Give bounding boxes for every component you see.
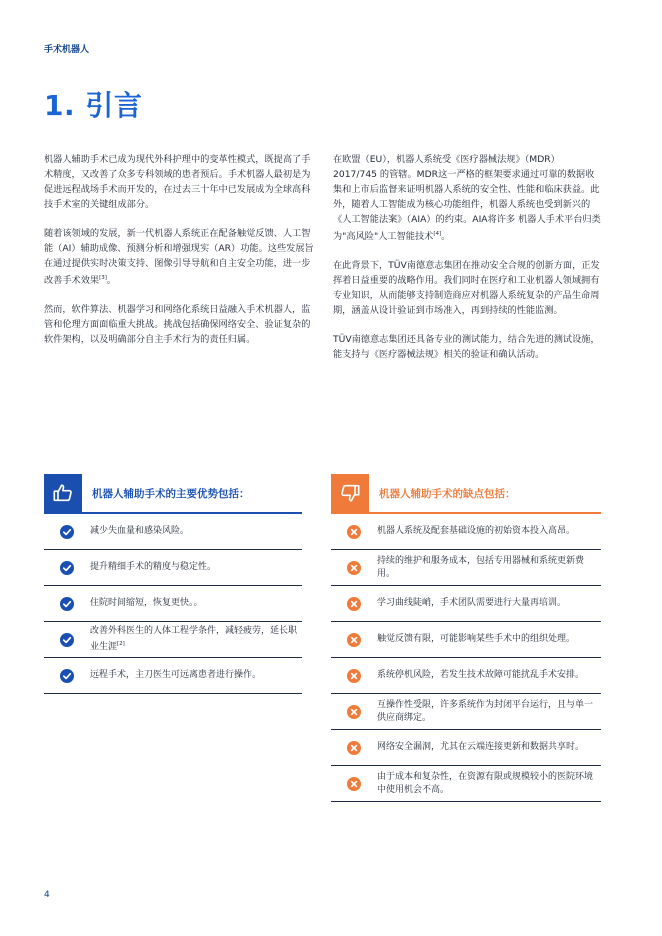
regulation-paragraph-3: TÜV南德意志集团还具备专业的测试能力，结合先进的测试设施，能支持与《医疗器械法规》相关的验证和确认活动。 — [333, 334, 600, 361]
disadvantage-item-label: 系统停机风险，若发生技术故障可能扰乱手术安排。 — [377, 670, 585, 680]
advantage-item-label: 提升精细手术的精度与稳定性。 — [90, 562, 217, 572]
reference-marker: [2] — [117, 641, 125, 647]
disadvantage-item-text — [377, 525, 579, 538]
advantage-item — [44, 658, 302, 694]
regulation-paragraph-1-text: 在欧盟（EU），机器人系统受《医疗器械法规》（MDR）2017/745 的管辖。MDR这一严格的框架要求通过可靠的数据收集和上市后监督来证明机器人系统的安全性、性能和临床获益。此外，随着人工智能成为核心功能组件，机器人系统也受到新兴的《人工智能法案》（AIA）的约束。AIA将许多 机器人手术平台归类为"高风险"人工智能技术 — [333, 154, 601, 243]
disadvantage-item — [331, 586, 601, 622]
thumbs-up-icon — [44, 474, 82, 512]
advantage-item — [44, 514, 302, 550]
advantage-item-text — [90, 597, 207, 610]
disadvantage-item-label: 机器人系统及配套基础设施的初始资本投入高昂。 — [377, 526, 576, 536]
disadvantage-item-label: 网络安全漏洞，尤其在云端连接更新和数据共享时。 — [377, 742, 585, 752]
cross-circle-icon — [331, 633, 377, 647]
disadvantage-item-text — [377, 771, 601, 797]
disadvantages-panel-header — [331, 474, 601, 514]
disadvantages-title: 机器人辅助手术的缺点包括： — [379, 487, 516, 500]
disadvantage-item — [331, 550, 601, 586]
disadvantage-item — [331, 766, 601, 802]
advantages-panel — [44, 474, 302, 694]
cross-circle-icon — [331, 705, 377, 719]
advantage-item — [44, 622, 302, 658]
disadvantage-item — [331, 730, 601, 766]
advantage-item-text — [90, 625, 302, 654]
advantage-item — [44, 586, 302, 622]
cross-circle-icon — [331, 561, 377, 575]
check-circle-icon — [44, 669, 90, 683]
check-circle-icon — [44, 561, 90, 575]
cross-circle-icon — [331, 777, 377, 791]
disadvantage-item — [331, 658, 601, 694]
disadvantage-item-label: 由于成本和复杂性，在资源有限或规模较小的医院环境中使用机会不高。 — [377, 771, 594, 795]
disadvantage-item — [331, 514, 601, 550]
left-text-column — [44, 152, 314, 361]
advantage-item-label: 改善外科医生的人体工程学条件，减轻疲劳，延长职业生涯 — [90, 626, 298, 652]
reference-marker: [3] — [99, 275, 107, 281]
intro-paragraph-3: 然而，软件算法、机器学习和网络化系统日益融入手术机器人，监管和伦理方面面临重大挑战。挑战包括确保网络安全、验证复杂的软件架构，以及明确部分自主手术行为的责任归属。 — [44, 304, 311, 346]
thumbs-down-icon — [331, 474, 369, 512]
disadvantage-item-text — [377, 633, 579, 646]
disadvantage-item-label: 触觉反馈有限，可能影响某些手术中的组织处理。 — [377, 634, 576, 644]
regulation-paragraph-1-end: 。 — [441, 231, 451, 243]
cross-circle-icon — [331, 741, 377, 755]
page-number: 4 — [44, 890, 50, 900]
advantage-item-label: 住院时间缩短，恢复更快。。 — [90, 598, 203, 608]
regulation-paragraph-2: 在此背景下，TÜV南德意志集团在推动安全合规的创新方面，正发挥着日益重要的战略作用。我们同时在医疗和工业机器人领域拥有专业知识，从而能够支持制造商应对机器人系统复杂的产品生命周期，涵盖从设计验证到市场准入，再到持续的性能监测。 — [333, 260, 600, 317]
intro-paragraph-2 — [44, 226, 314, 288]
right-text-column — [333, 152, 603, 376]
advantage-item — [44, 550, 302, 586]
disadvantage-item-label: 学习曲线陡峭，手术团队需要进行大量再培训。 — [377, 598, 567, 608]
disadvantages-list — [331, 514, 601, 802]
cross-circle-icon — [331, 669, 377, 683]
advantage-item-text — [90, 525, 193, 538]
reference-marker: [4] — [433, 231, 442, 237]
disadvantage-item-text — [377, 699, 601, 725]
advantages-title: 机器人辅助手术的主要优势包括： — [92, 487, 250, 500]
disadvantage-item-label: 互操作性受限，许多系统作为封闭平台运行，且与单一供应商绑定。 — [377, 699, 594, 723]
advantage-item-label: 减少失血量和感染风险。 — [90, 526, 190, 536]
disadvantage-item — [331, 622, 601, 658]
check-circle-icon — [44, 633, 90, 647]
intro-paragraph-1: 机器人辅助手术已成为现代外科护理中的变革性模式，既提高了手术精度，又改善了众多专科领域的患者预后。手术机器人最初是为促进远程战场手术而开发的，在过去三十年中已发展成为全球高科技手术室的关键组成部分。 — [44, 154, 311, 210]
disadvantage-item-text — [377, 669, 588, 682]
section-title: 1. 引言 — [44, 89, 143, 122]
disadvantage-item-text — [377, 555, 601, 581]
cross-circle-icon — [331, 597, 377, 611]
regulation-paragraph-1 — [333, 152, 603, 244]
disadvantage-item — [331, 694, 601, 730]
advantage-item-label: 远程手术，主刀医生可远离患者进行操作。 — [90, 670, 262, 680]
intro-paragraph-2-end: 。 — [106, 275, 117, 287]
advantages-list — [44, 514, 302, 694]
disadvantages-panel — [331, 474, 601, 802]
intro-paragraph-2-text: 随着该领域的发展，新一代机器人系统正在配备触觉反馈、人工智能（AI）辅助成像、预测分析和增强现实（AR）功能。这些发展旨在通过提供实时决策支持、图像引导导航和自主安全功能，进一步改善手术效果 — [44, 228, 314, 287]
document-header-label: 手术机器人 — [44, 45, 90, 55]
advantages-panel-header — [44, 474, 302, 514]
disadvantage-item-label: 持续的维护和服务成本，包括专用器械和系统更新费用。 — [377, 555, 585, 579]
disadvantage-item-text — [377, 597, 570, 610]
check-circle-icon — [44, 597, 90, 611]
advantage-item-text — [90, 561, 220, 574]
advantage-item-text — [90, 669, 265, 682]
check-circle-icon — [44, 525, 90, 539]
cross-circle-icon — [331, 525, 377, 539]
disadvantage-item-text — [377, 741, 588, 754]
